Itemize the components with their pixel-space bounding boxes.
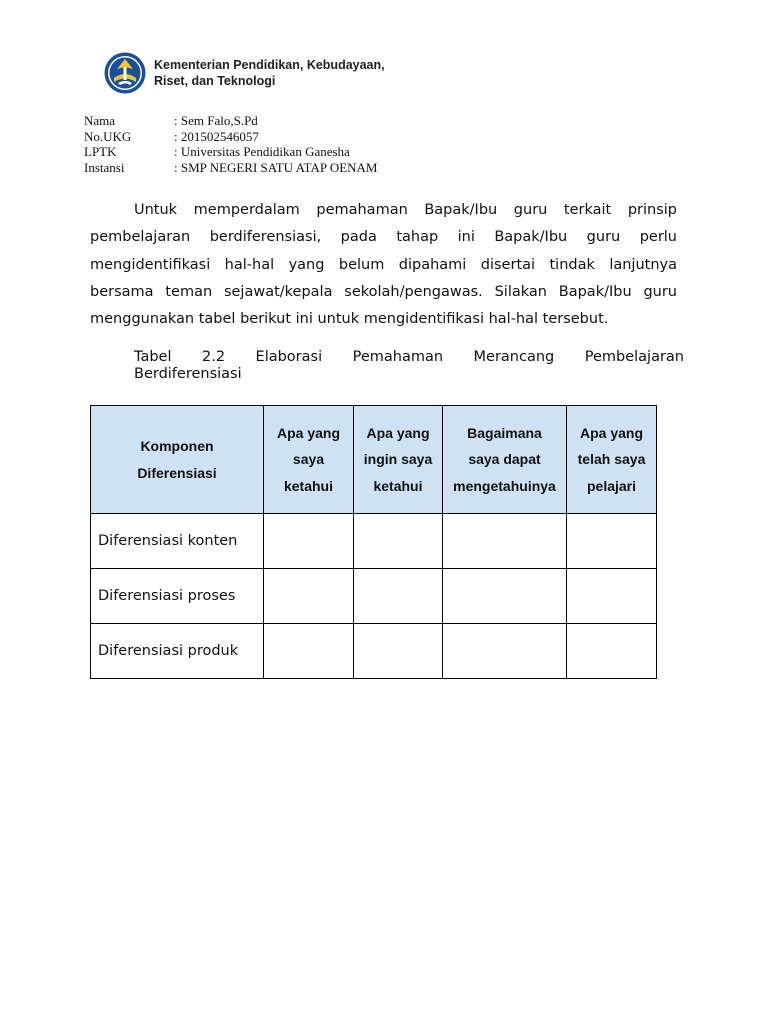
empty-cell[interactable] (567, 569, 657, 624)
header-text: Bagaimana (467, 424, 542, 441)
caption-line-1: Tabel 2.2 Elaborasi Pemahaman Merancang Pembelajaran (134, 349, 684, 365)
info-row (84, 129, 378, 145)
letterhead (104, 52, 385, 94)
table-row (91, 514, 657, 569)
paragraph-line: Untuk memperdalam pemahaman Bapak/Ibu guru terkait prinsip (134, 202, 677, 218)
ministry-line-2: Riset, dan Teknologi (154, 74, 276, 88)
instruction-paragraph (90, 197, 677, 333)
header-text: Apa yang (276, 424, 340, 441)
empty-cell[interactable] (354, 514, 443, 569)
ministry-name (154, 57, 385, 89)
paragraph-line: bersama teman sejawat/kepala sekolah/pengawas. Silakan Bapak/Ibu guru (90, 283, 677, 300)
header-ingin-saya-ketahui (354, 406, 443, 514)
empty-cell[interactable] (354, 624, 443, 679)
empty-cell[interactable] (264, 514, 354, 569)
header-apa-yang-saya-ketahui (264, 406, 354, 514)
info-value: : Sem Falo,S.Pd (174, 113, 258, 128)
differentiation-table (90, 405, 657, 679)
table-row (91, 569, 657, 624)
header-text: mengetahuinya (453, 477, 556, 494)
paragraph-line: pembelajaran berdiferensiasi, pada tahap ini Bapak/Ibu guru perlu (90, 229, 677, 246)
row-label: Diferensiasi konten (91, 514, 264, 569)
info-value: : Universitas Pendidikan Ganesha (174, 144, 350, 160)
header-telah-saya-pelajari (567, 406, 657, 514)
empty-cell[interactable] (443, 624, 567, 679)
empty-cell[interactable] (264, 624, 354, 679)
info-label: Instansi (84, 159, 125, 175)
header-bagaimana (443, 406, 567, 514)
paragraph-line: menggunakan tabel berikut ini untuk mengidentifikasi hal-hal tersebut. (90, 311, 609, 328)
info-row (84, 113, 378, 129)
table-row (91, 624, 657, 679)
info-label: LPTK (84, 144, 117, 160)
info-value: : SMP NEGERI SATU ATAP OENAM (174, 159, 378, 175)
empty-cell[interactable] (443, 569, 567, 624)
header-text: saya dapat (468, 451, 541, 468)
paragraph-line: mengidentifikasi hal-hal yang belum dipahami disertai tindak lanjutnya (90, 256, 677, 273)
info-value: : 201502546057 (174, 128, 259, 144)
header-text: Komponen (140, 438, 214, 454)
ministry-line-1: Kementerian Pendidikan, Kebudayaan, (154, 58, 385, 72)
header-text: telah saya (577, 451, 646, 468)
empty-cell[interactable] (567, 624, 657, 679)
header-text: pelajari (586, 477, 637, 494)
empty-cell[interactable] (354, 569, 443, 624)
header-text: Apa yang (579, 424, 643, 441)
table-header-row (91, 406, 657, 514)
caption-line-2: Berdiferensiasi (134, 366, 242, 382)
empty-cell[interactable] (567, 514, 657, 569)
empty-cell[interactable] (443, 514, 567, 569)
info-row (84, 160, 378, 176)
info-label: Nama (84, 113, 116, 128)
identity-block (84, 113, 378, 175)
row-label: Diferensiasi produk (91, 624, 264, 679)
header-text: Apa yang (366, 424, 430, 441)
header-komponen (91, 406, 264, 514)
info-row (84, 144, 378, 160)
header-text: ingin saya (363, 451, 433, 468)
header-text: saya (292, 451, 325, 468)
info-label: No.UKG (84, 128, 132, 144)
header-text: ketahui (283, 477, 333, 494)
empty-cell[interactable] (264, 569, 354, 624)
tut-wuri-handayani-logo (104, 52, 146, 94)
row-label: Diferensiasi proses (91, 569, 264, 624)
header-text: Diferensiasi (137, 464, 217, 481)
header-text: ketahui (373, 477, 423, 494)
table-caption (134, 349, 684, 383)
